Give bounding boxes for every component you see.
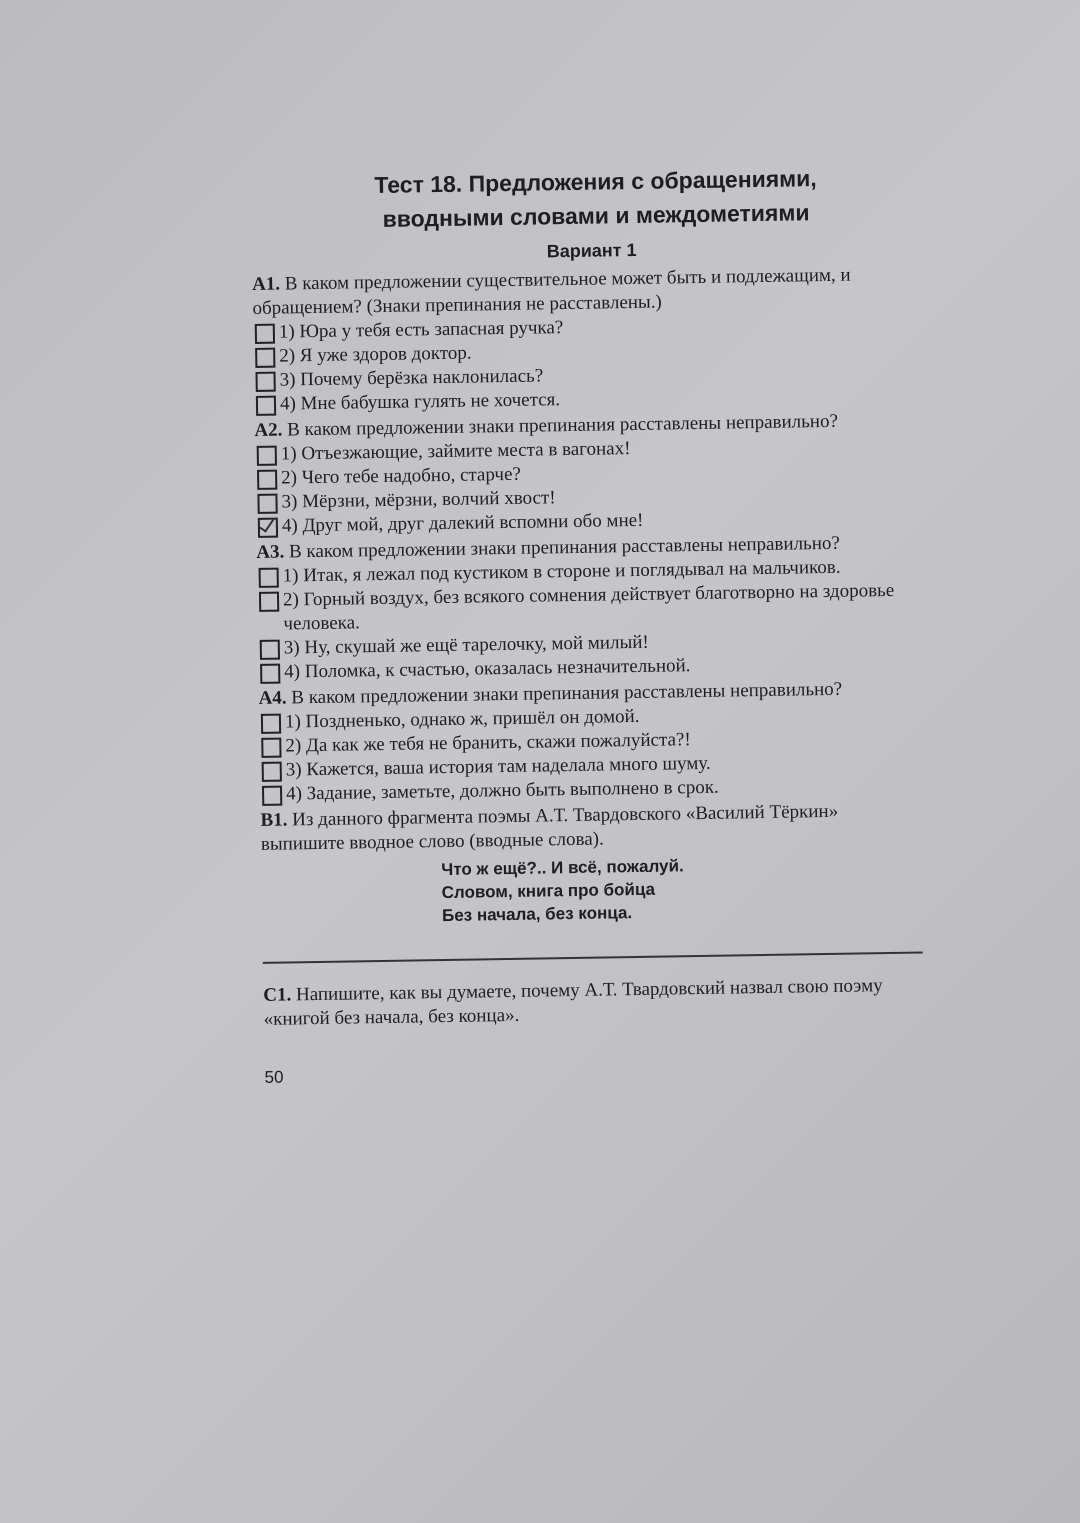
answer-checkbox[interactable]	[259, 568, 279, 588]
test-title-line-2: вводными словами и междометиями	[382, 199, 810, 232]
question-id: B1.	[260, 809, 288, 831]
question-a2	[254, 409, 916, 539]
answer-label: 2) Чего тебе надобно, старче?	[280, 463, 522, 489]
answer-label: 2) Горный воздух, без всякого сомнения действует благотворно на здоровье человека.	[282, 579, 895, 635]
question-b1	[260, 799, 922, 964]
answer-label: 1) Поздненько, однако ж, пришёл он домой.	[284, 705, 640, 733]
answer-label: 1) Юра у тебя есть запасная ручка?	[278, 317, 564, 343]
question-id: С1.	[263, 984, 292, 1006]
answer-label: 4) Мне бабушка гулять не хочется.	[279, 389, 561, 415]
answer-checkbox[interactable]	[260, 664, 280, 684]
question-body: Напишите, как вы думаете, почему А.Т. Твардовский назвал свою поэму «книгой без начала, без конца».	[263, 975, 883, 1030]
answer-checkbox[interactable]	[257, 446, 277, 466]
question-body: В каком предложении знаки препинания расставлены неправильно?	[286, 410, 839, 441]
answer-checkbox[interactable]	[261, 714, 281, 734]
question-body: В каком предложении знаки препинания расставлены неправильно?	[288, 532, 841, 563]
question-a1	[252, 263, 914, 417]
answer-checkbox[interactable]	[259, 592, 279, 612]
answer-checkbox[interactable]	[262, 786, 282, 806]
answer-label: 3) Ну, скушай же ещё тарелочку, мой милый!	[283, 631, 649, 659]
answer-checkbox[interactable]	[261, 738, 281, 758]
question-id: A3.	[256, 541, 285, 563]
answer-checkbox[interactable]	[260, 640, 280, 660]
question-body: В каком предложении знаки препинания расставлены неправильно?	[291, 678, 843, 709]
page-number: 50	[264, 1067, 284, 1087]
answer-checkbox[interactable]	[255, 324, 275, 344]
answer-label: 3) Мёрзни, мёрзни, волчий хвост!	[281, 487, 556, 513]
question-id: A1.	[251, 273, 281, 295]
question-id: A2.	[254, 419, 283, 441]
answer-checkbox[interactable]	[256, 396, 276, 416]
answer-checkbox[interactable]	[262, 762, 282, 782]
answer-label: 4) Поломка, к счастью, оказалась незначительной.	[284, 655, 691, 683]
answer-label: 3) Почему берёзка наклонилась?	[279, 365, 544, 391]
question-c1	[263, 974, 924, 1032]
answer-label: 4) Задание, заметьте, должно быть выполнено в срок.	[285, 776, 719, 805]
answer-label: 2) Да как же тебя не бранить, скажи пожалуйста?!	[285, 729, 691, 757]
poem-line: Что ж ещё?.. И всё, пожалуй.	[441, 856, 684, 880]
question-a4	[258, 677, 920, 807]
answer-checkbox[interactable]	[255, 348, 275, 368]
test-title-line-1: Тест 18. Предложения с обращениями,	[374, 165, 817, 199]
question-a3	[256, 531, 918, 685]
question-text	[260, 799, 921, 857]
worksheet	[250, 140, 925, 1088]
variant-heading: Вариант 1	[546, 239, 637, 262]
answer-label: 4) Друг мой, друг далекий вспомни обо мне!	[281, 509, 644, 537]
question-body: В каком предложении существительное может быть и подлежащим, и обращением? (Знаки препинания не расставлены.)	[252, 264, 851, 319]
question-id: A4.	[258, 687, 287, 709]
answer-checkbox-checked[interactable]	[258, 518, 278, 538]
poem-line: Без начала, без конца.	[441, 903, 633, 926]
answer-label: 3) Кажется, ваша история там наделала много шуму.	[285, 752, 711, 781]
answer-checkbox[interactable]	[257, 470, 277, 490]
answer-checkbox[interactable]	[257, 494, 277, 514]
answer-label: 2) Я уже здоров доктор.	[279, 342, 472, 367]
poem-excerpt	[441, 851, 922, 928]
test-title	[280, 160, 911, 238]
answer-label: 1) Отъезжающие, займите места в вагонах!	[280, 438, 631, 465]
answer-line[interactable]	[263, 952, 923, 964]
poem-line: Словом, книга про бойца	[441, 879, 656, 903]
answer-label: 1) Итак, я лежал под кустиком в стороне и поглядывал на мальчиков.	[282, 556, 841, 587]
answer-checkbox[interactable]	[255, 372, 275, 392]
question-body: Из данного фрагмента поэмы А.Т. Твардовского «Василий Тёркин» выпишите вводное слово (вводные слова).	[260, 800, 839, 855]
question-text	[263, 974, 924, 1032]
